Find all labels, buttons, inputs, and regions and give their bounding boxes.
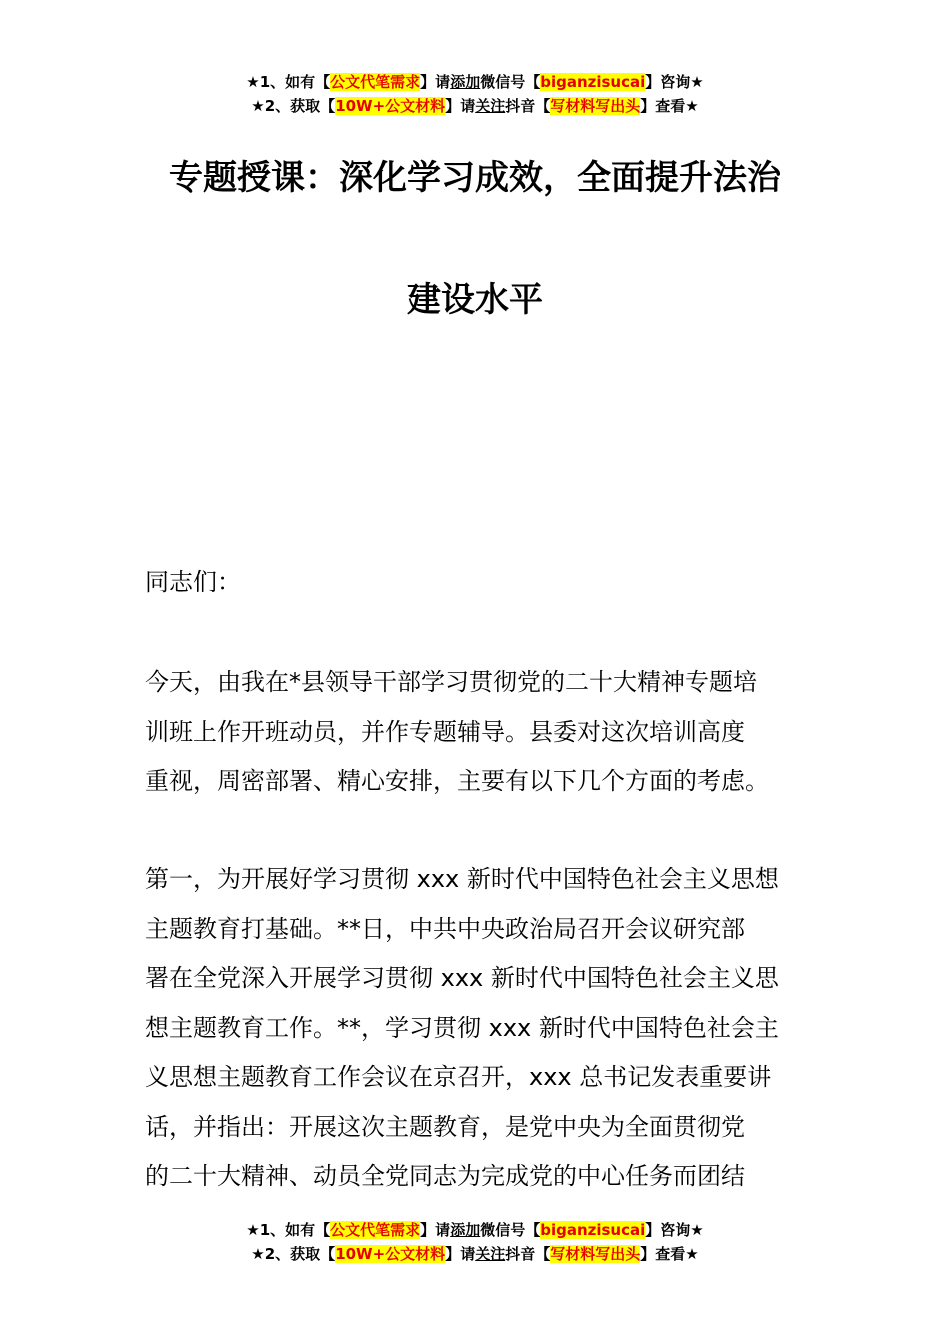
highlight-douyin-account: 写材料写出头 xyxy=(550,97,641,115)
paragraph-line: 训班上作开班动员，并作专题辅导。县委对这次培训高度 xyxy=(145,717,745,746)
paragraph-2 xyxy=(145,855,810,1202)
promo-header xyxy=(0,70,950,118)
paragraph-line: 义思想主题教育工作会议在京召开，xxx 总书记发表重要讲 xyxy=(145,1063,772,1091)
underlined-follow: 关注 xyxy=(475,1245,506,1263)
highlight-materials: 10W+公文材料 xyxy=(335,1245,446,1263)
highlight-wechat-id: biganzisucai xyxy=(540,1221,646,1239)
paragraph-line: 话，并指出：开展这次主题教育，是党中央为全面贯彻党 xyxy=(145,1112,745,1141)
paragraph-line: 的二十大精神、动员全党同志为完成党的中心任务而团结 xyxy=(145,1162,745,1190)
promo-footer xyxy=(0,1218,950,1266)
underlined-add: 添加 xyxy=(450,1221,481,1239)
promo-line-2: ★2、获取【10W+公文材料】请关注抖音【写材料写出头】查看★ xyxy=(251,97,699,115)
paragraph-line: 今天，由我在*县领导干部学习贯彻党的二十大精神专题培 xyxy=(145,668,757,696)
promo-line-1: ★1、如有【公文代笔需求】请添加微信号【biganzisucai】咨询★ xyxy=(246,1221,704,1239)
paragraph-line: 主题教育打基础。**日，中共中央政治局召开会议研究部 xyxy=(145,914,745,943)
paragraph-line: 第一，为开展好学习贯彻 xxx 新时代中国特色社会主义思想 xyxy=(145,865,779,893)
document-title-line-1: 专题授课：深化学习成效，全面提升法治 xyxy=(169,158,781,198)
highlight-service: 公文代笔需求 xyxy=(330,1221,421,1239)
promo-line-2: ★2、获取【10W+公文材料】请关注抖音【写材料写出头】查看★ xyxy=(251,1245,699,1263)
promo-line-1: ★1、如有【公文代笔需求】请添加微信号【biganzisucai】咨询★ xyxy=(246,73,704,91)
underlined-add: 添加 xyxy=(450,73,481,91)
underlined-follow: 关注 xyxy=(475,97,506,115)
paragraph-line: 想主题教育工作。**，学习贯彻 xxx 新时代中国特色社会主 xyxy=(145,1013,779,1042)
highlight-wechat-id: biganzisucai xyxy=(540,73,646,91)
greeting: 同志们： xyxy=(145,568,241,596)
document-title-line-2: 建设水平 xyxy=(407,280,543,320)
paragraph-line: 署在全党深入开展学习贯彻 xxx 新时代中国特色社会主义思 xyxy=(145,964,779,992)
highlight-service: 公文代笔需求 xyxy=(330,73,421,91)
paragraph-line: 重视，周密部署、精心安排，主要有以下几个方面的考虑。 xyxy=(145,767,769,795)
highlight-materials: 10W+公文材料 xyxy=(335,97,446,115)
paragraph-1 xyxy=(145,658,810,807)
highlight-douyin-account: 写材料写出头 xyxy=(550,1245,641,1263)
